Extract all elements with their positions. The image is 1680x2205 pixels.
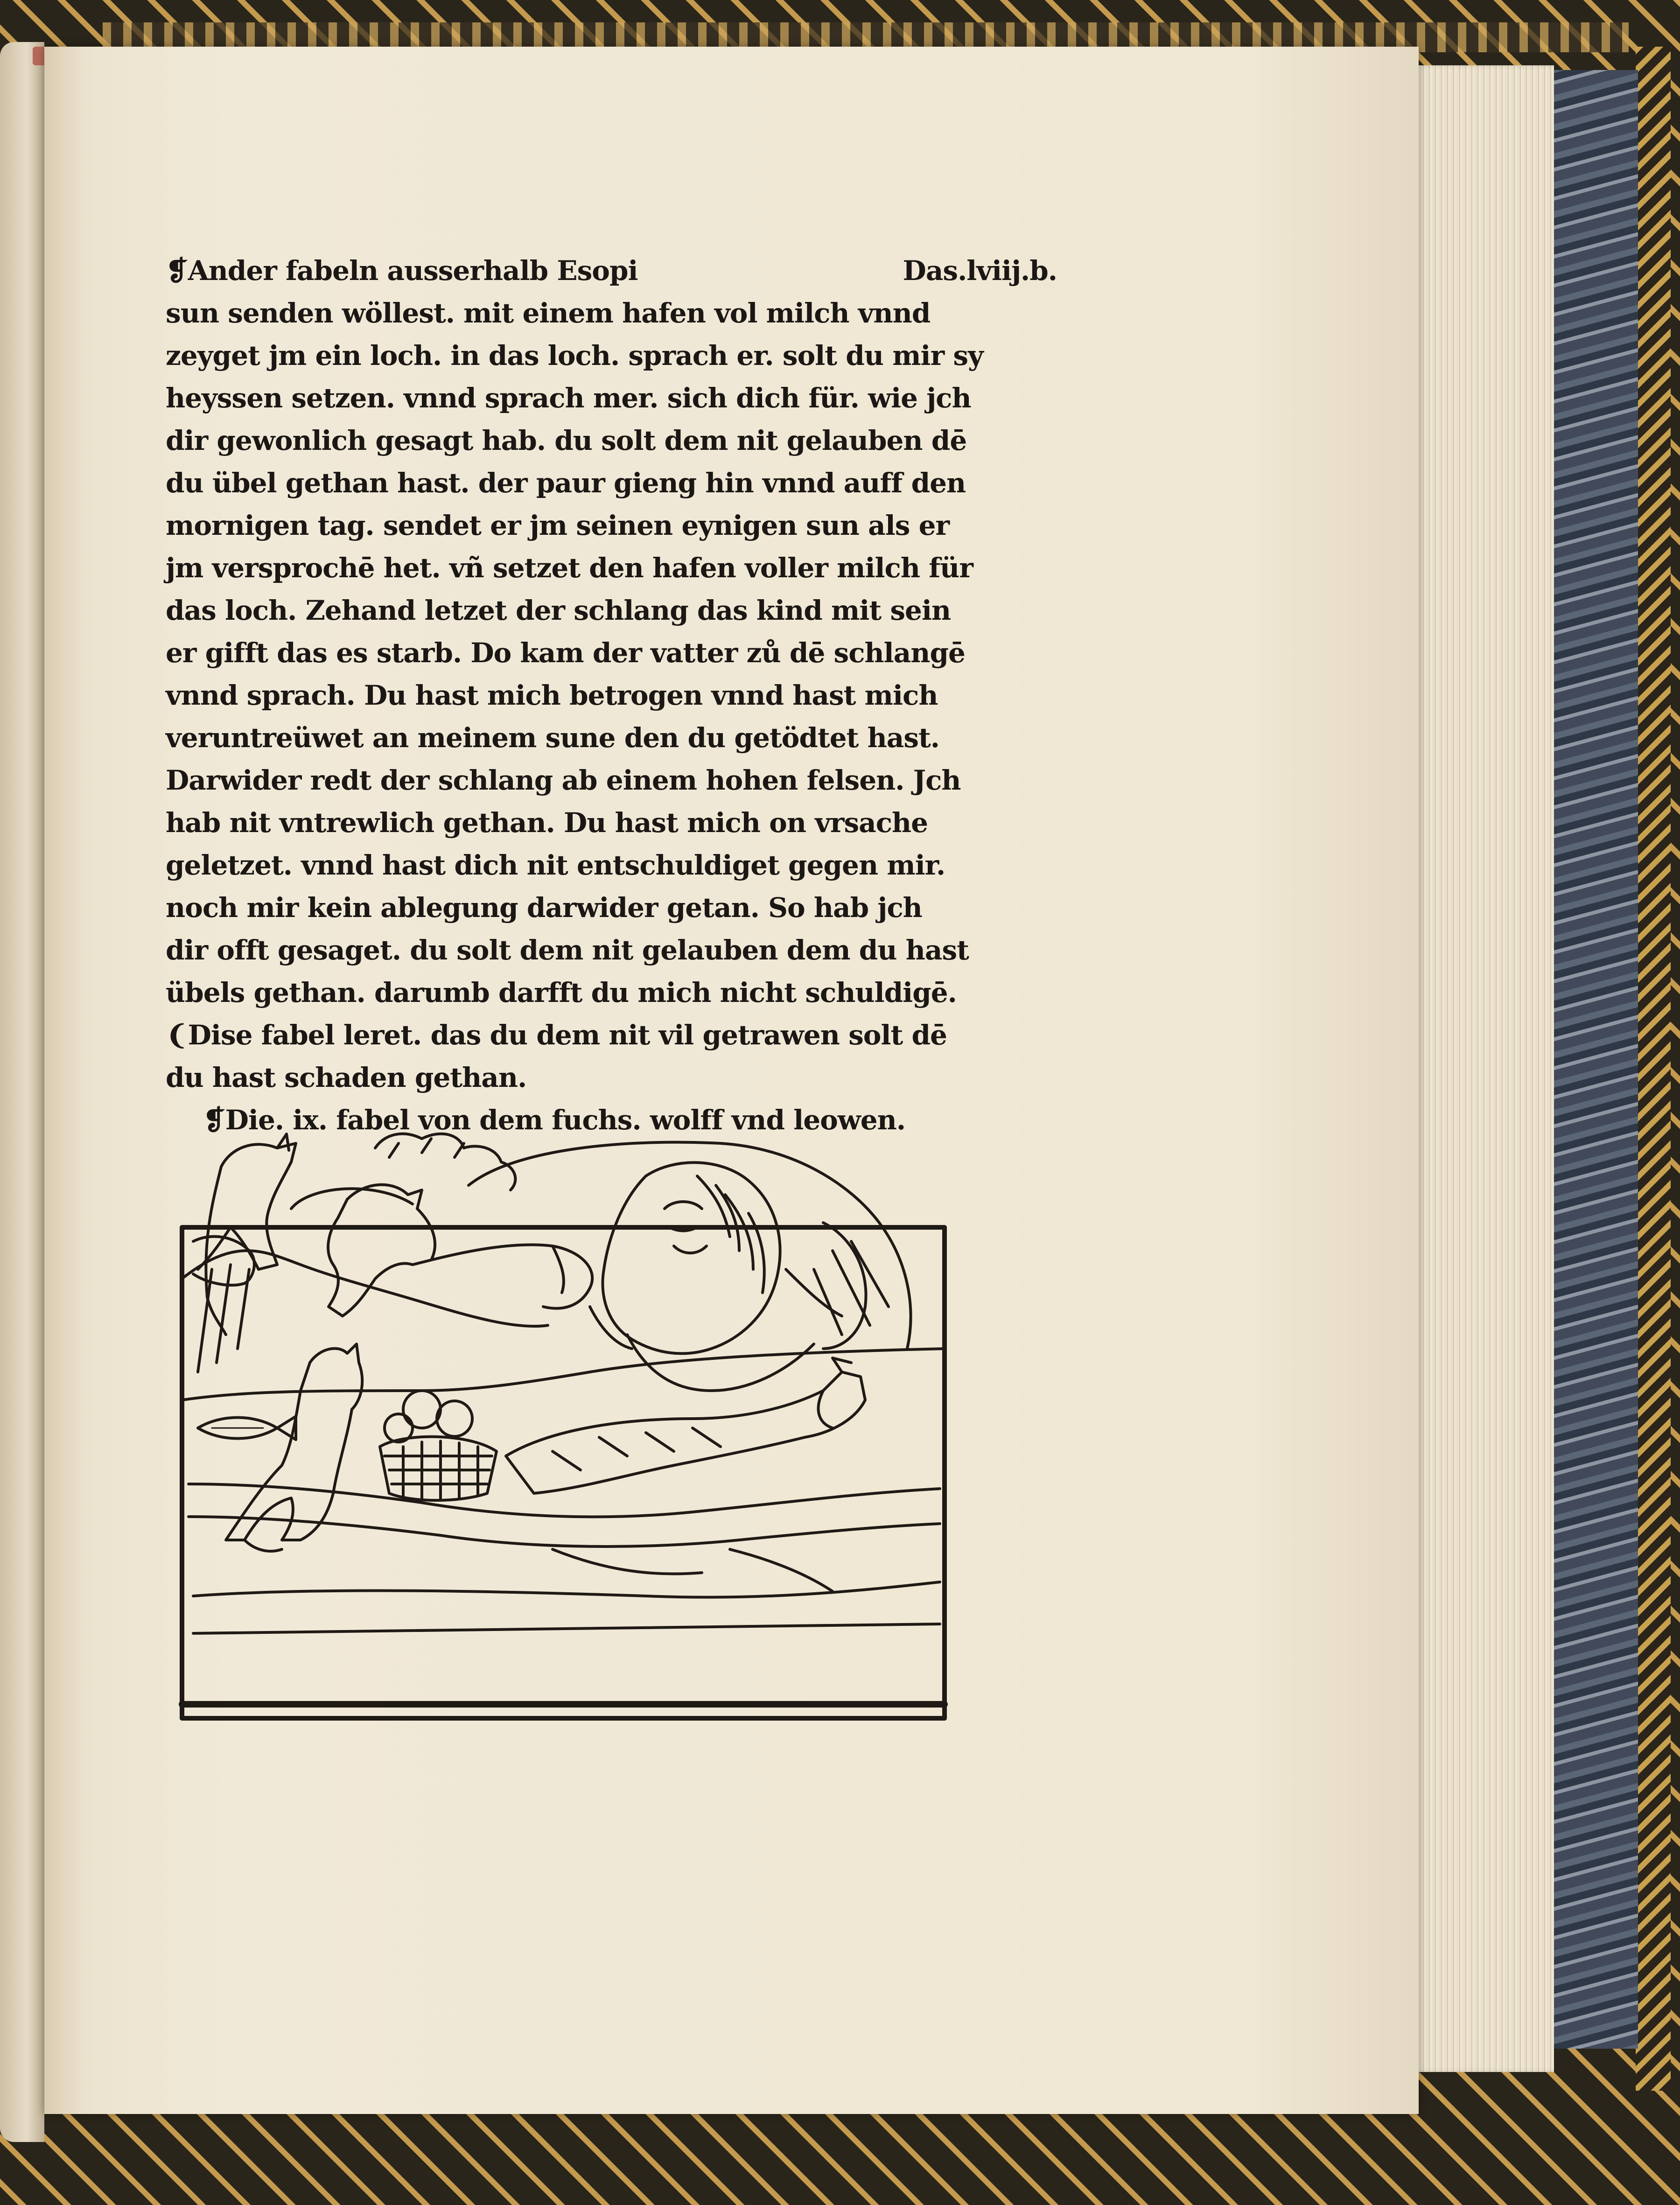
page-fore-edge	[1414, 65, 1554, 2072]
chapter-heading: ❡Die. ix. fabel von dem fuchs. wolff vnd leowen.	[203, 1104, 906, 1136]
text-line: geletzet. vnnd hast dich nit entschuldiget gegen mir.	[166, 849, 945, 881]
text-line: Darwider redt der schlang ab einem hohen felsen. Jch	[166, 764, 961, 796]
marbled-endpaper	[1540, 70, 1638, 2049]
text-line: heyssen setzen. vnnd sprach mer. sich dich für. wie jch	[166, 382, 971, 414]
text-line: dir offt gesaget. du solt dem nit gelauben dem du hast	[166, 934, 969, 966]
running-title: ❡Ander fabeln ausserhalb Esopi	[166, 255, 638, 287]
text-line: übels gethan. darumb darfft du mich nicht schuldigē.	[166, 977, 957, 1008]
left-page-edge	[0, 42, 44, 2142]
text-line: du hast schaden gethan.	[166, 1062, 527, 1093]
text-line: das loch. Zehand letzet der schlang das kind mit sein	[166, 595, 951, 626]
fox-wolf-lion-woodcut	[179, 1129, 945, 1722]
text-block	[166, 250, 1057, 1141]
text-line: veruntreüwet an meinem sune den du getödtet hast.	[166, 722, 939, 754]
text-line: sun senden wöllest. mit einem hafen vol milch vnnd	[166, 297, 931, 329]
text-line: hab nit vntrewlich gethan. Du hast mich on vrsache	[166, 807, 928, 839]
text-line: vnnd sprach. Du hast mich betrogen vnnd hast mich	[166, 679, 938, 711]
text-line: zeyget jm ein loch. in das loch. sprach er. solt du mir sy	[166, 340, 983, 371]
text-line: noch mir kein ablegung darwider getan. So hab jch	[166, 892, 922, 924]
folio-number: Das.lviij.b.	[903, 255, 1057, 287]
text-line: mornigen tag. sendet er jm seinen eynigen sun als er	[166, 510, 950, 541]
text-line: er gifft das es starb. Do kam der vatter zů dē schlangē	[166, 637, 965, 669]
text-line: dir gewonlich gesagt hab. du solt dem nit gelauben dē	[166, 425, 967, 456]
running-header	[166, 250, 1057, 292]
moral-line: ❨Dise fabel leret. das du dem nit vil getrawen solt dē	[166, 1019, 947, 1051]
text-line: jm versprochē het. vñ setzet den hafen voller milch für	[166, 552, 973, 584]
verso-show-through	[1059, 355, 1339, 1755]
gilt-edge-right	[1636, 47, 1671, 2091]
text-line: du übel gethan hast. der paur gieng hin vnnd auff den	[166, 467, 966, 499]
